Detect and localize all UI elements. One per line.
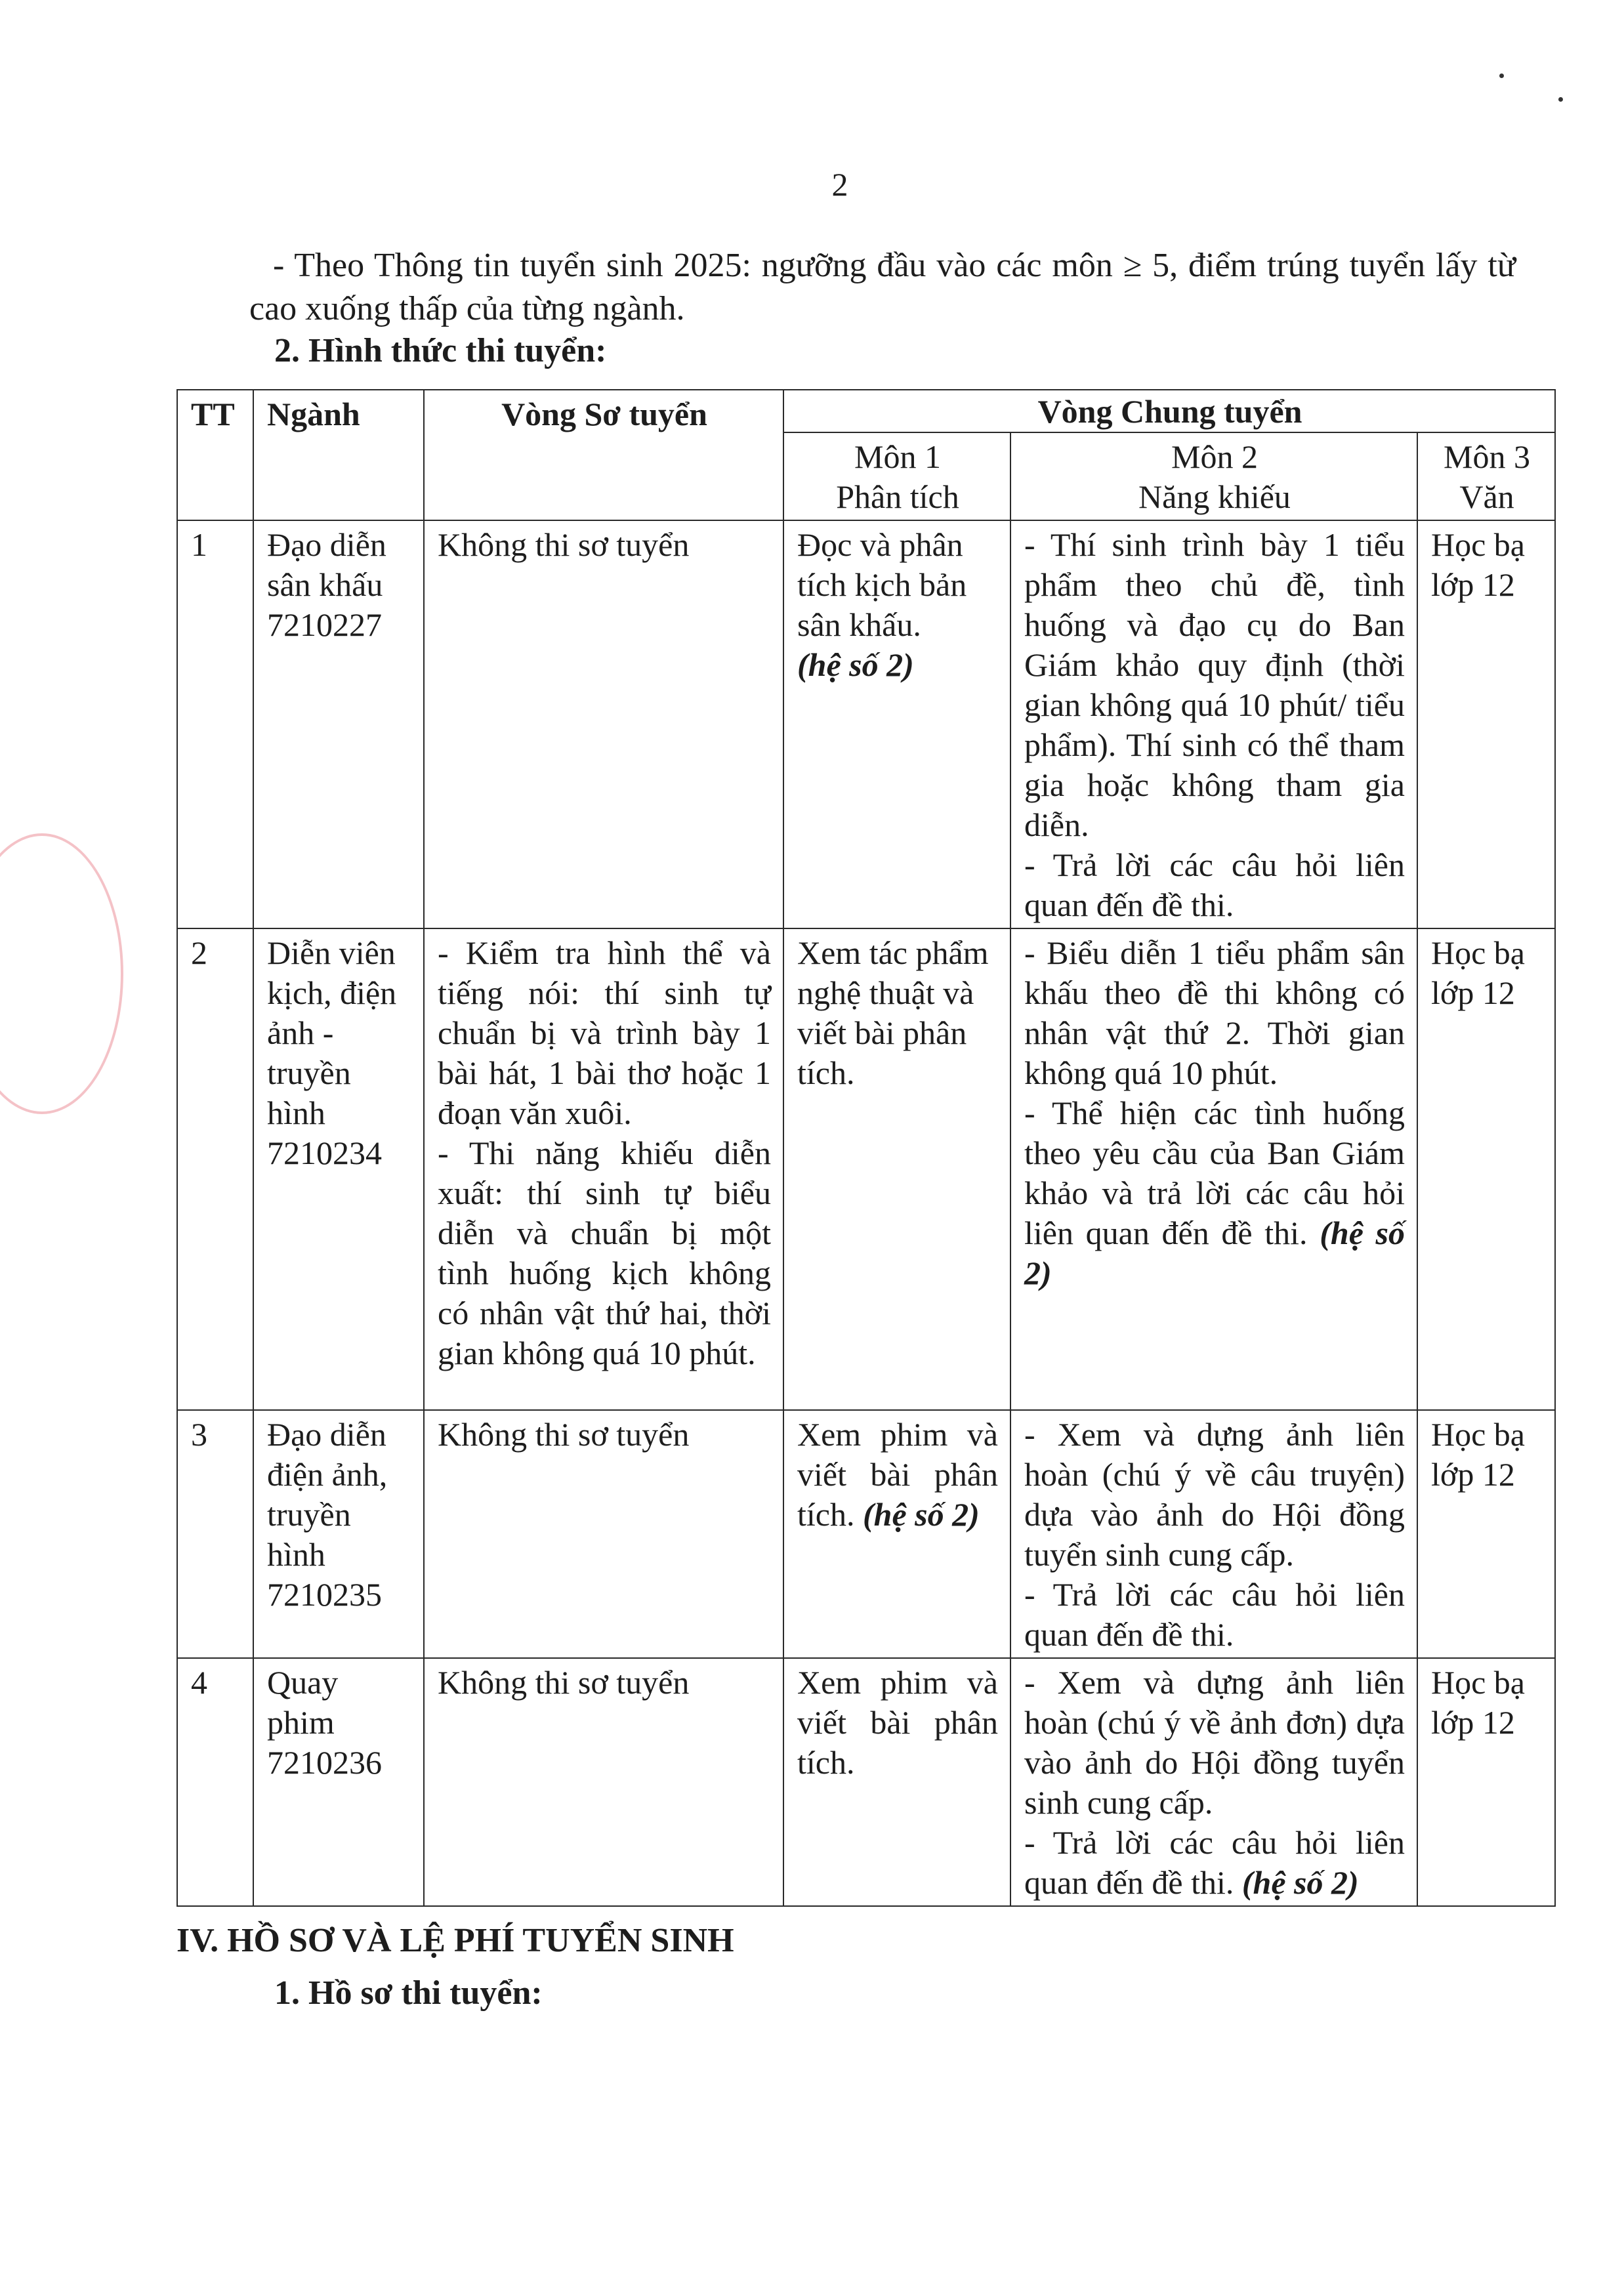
mon1-text: Xem phim và viết bài phân tích. [797, 1416, 998, 1533]
table-row [177, 520, 1555, 928]
mon2-item: - Thí sinh trình bày 1 tiểu phẩm theo chủ đề, tình huống và đạo cụ do Ban Giám khảo quy định (thời gian không quá 10 phút/ tiểu phẩm). Thí sinh có thể tham gia hoặc không tham gia diễn. [1024, 526, 1405, 843]
cell-mon2 [1010, 520, 1417, 928]
scan-speck [1558, 97, 1563, 102]
cell-mon3: Học bạ lớp 12 [1417, 928, 1555, 1410]
mon2-coefficient: (hệ số 2) [1024, 1215, 1405, 1291]
header-vong-so-tuyen: Vòng Sơ tuyển [424, 390, 783, 520]
mon1-text: Xem tác phẩm nghệ thuật và viết bài phân tích. [797, 934, 989, 1091]
admission-table [177, 389, 1556, 1907]
cell-tt: 4 [177, 1658, 253, 1906]
cell-nganh: Đạo diễn điện ảnh, truyền hình 7210235 [253, 1410, 424, 1658]
cell-mon2 [1010, 928, 1417, 1410]
mon2-item: - Thể hiện các tình huống theo yêu cầu của Ban Giám khảo và trả lời các câu hỏi liên quan đến đề thi. [1024, 1094, 1405, 1251]
mon2-item: - Trả lời các câu hỏi liên quan đến đề thi. [1024, 1824, 1405, 1901]
cell-mon1 [783, 520, 1010, 928]
mon2-item: - Biểu diễn 1 tiểu phẩm sân khấu theo đề thi không có nhân vật thứ 2. Thời gian không quá 10 phút. [1024, 934, 1405, 1091]
header-mon2 [1010, 432, 1417, 520]
cell-mon3: Học bạ lớp 12 [1417, 520, 1555, 928]
cell-mon2 [1010, 1410, 1417, 1658]
intro-paragraph: - Theo Thông tin tuyển sinh 2025: ngưỡng đầu vào các môn ≥ 5, điểm trúng tuyển lấy từ cao xuống thấp của từng ngành. [249, 247, 1516, 327]
cell-mon1 [783, 1658, 1010, 1906]
header-tt: TT [177, 390, 253, 520]
cell-nganh: Diễn viên kịch, điện ảnh - truyền hình 7210234 [253, 928, 424, 1410]
mon3-label: Môn 3 [1444, 438, 1530, 475]
mon2-coefficient: (hệ số 2) [1241, 1864, 1359, 1901]
mon2-item-with-coef [1024, 1093, 1405, 1293]
section-iv-1-heading: 1. Hồ sơ thi tuyển: [274, 1974, 543, 2012]
mon1-text: Xem phim và viết bài phân tích. [797, 1664, 998, 1781]
mon2-item: - Trả lời các câu hỏi liên quan đến đề thi. [1024, 1576, 1405, 1653]
cell-mon3: Học bạ lớp 12 [1417, 1410, 1555, 1658]
mon2-item: - Xem và dựng ảnh liên hoàn (chú ý về câu truyện) dựa vào ảnh do Hội đồng tuyển sinh cung cấp. [1024, 1416, 1405, 1573]
cell-nganh: Quay phim 7210236 [253, 1658, 424, 1906]
mon1-text: Đọc và phân tích kịch bản sân khấu. [797, 526, 967, 643]
table-header-row [177, 390, 1555, 432]
header-nganh: Ngành [253, 390, 424, 520]
mon1-sub: Phân tích [836, 478, 959, 515]
header-mon1 [783, 432, 1010, 520]
red-stamp-fragment [0, 833, 123, 1114]
so-tuyen-item: - Thi năng khiếu diễn xuất: thí sinh tự biểu diễn và chuẩn bị một tình huống kịch không có nhân vật thứ hai, thời gian không quá 10 phút. [438, 1134, 771, 1371]
cell-so-tuyen [424, 928, 783, 1410]
cell-so-tuyen [424, 1410, 783, 1658]
cell-so-tuyen [424, 520, 783, 928]
table-row [177, 928, 1555, 1410]
section-2-heading: 2. Hình thức thi tuyển: [274, 332, 607, 369]
cell-tt: 2 [177, 928, 253, 1410]
section-iv-heading: IV. HỒ SƠ VÀ LỆ PHÍ TUYỂN SINH [177, 1922, 734, 1959]
cell-mon3: Học bạ lớp 12 [1417, 1658, 1555, 1906]
mon2-item: - Xem và dựng ảnh liên hoàn (chú ý về ảnh đơn) dựa vào ảnh do Hội đồng tuyển sinh cung cấp. [1024, 1664, 1405, 1821]
page-number: 2 [831, 166, 848, 203]
mon3-sub: Văn [1459, 478, 1514, 515]
scan-speck [1499, 73, 1504, 78]
header-mon3 [1417, 432, 1555, 520]
mon1-coefficient: (hệ số 2) [862, 1496, 980, 1533]
mon2-item: - Trả lời các câu hỏi liên quan đến đề thi. [1024, 846, 1405, 923]
mon1-coefficient: (hệ số 2) [797, 646, 914, 683]
mon2-item-with-coef [1024, 1823, 1405, 1903]
header-vong-chung-tuyen: Vòng Chung tuyển [783, 390, 1555, 432]
mon2-sub: Năng khiếu [1138, 478, 1291, 515]
so-tuyen-text: Không thi sơ tuyển [438, 1664, 690, 1701]
so-tuyen-text: Không thi sơ tuyển [438, 526, 690, 563]
cell-tt: 3 [177, 1410, 253, 1658]
table-row [177, 1658, 1555, 1906]
cell-nganh: Đạo diễn sân khấu 7210227 [253, 520, 424, 928]
table-row [177, 1410, 1555, 1658]
cell-mon1 [783, 928, 1010, 1410]
so-tuyen-text: Không thi sơ tuyển [438, 1416, 690, 1453]
cell-tt: 1 [177, 520, 253, 928]
so-tuyen-item: - Kiểm tra hình thể và tiếng nói: thí sinh tự chuẩn bị và trình bày 1 bài hát, 1 bài thơ hoặc 1 đoạn văn xuôi. [438, 934, 771, 1131]
mon1-label: Môn 1 [854, 438, 941, 475]
cell-so-tuyen [424, 1658, 783, 1906]
cell-mon1 [783, 1410, 1010, 1658]
mon2-label: Môn 2 [1171, 438, 1258, 475]
cell-mon2 [1010, 1658, 1417, 1906]
